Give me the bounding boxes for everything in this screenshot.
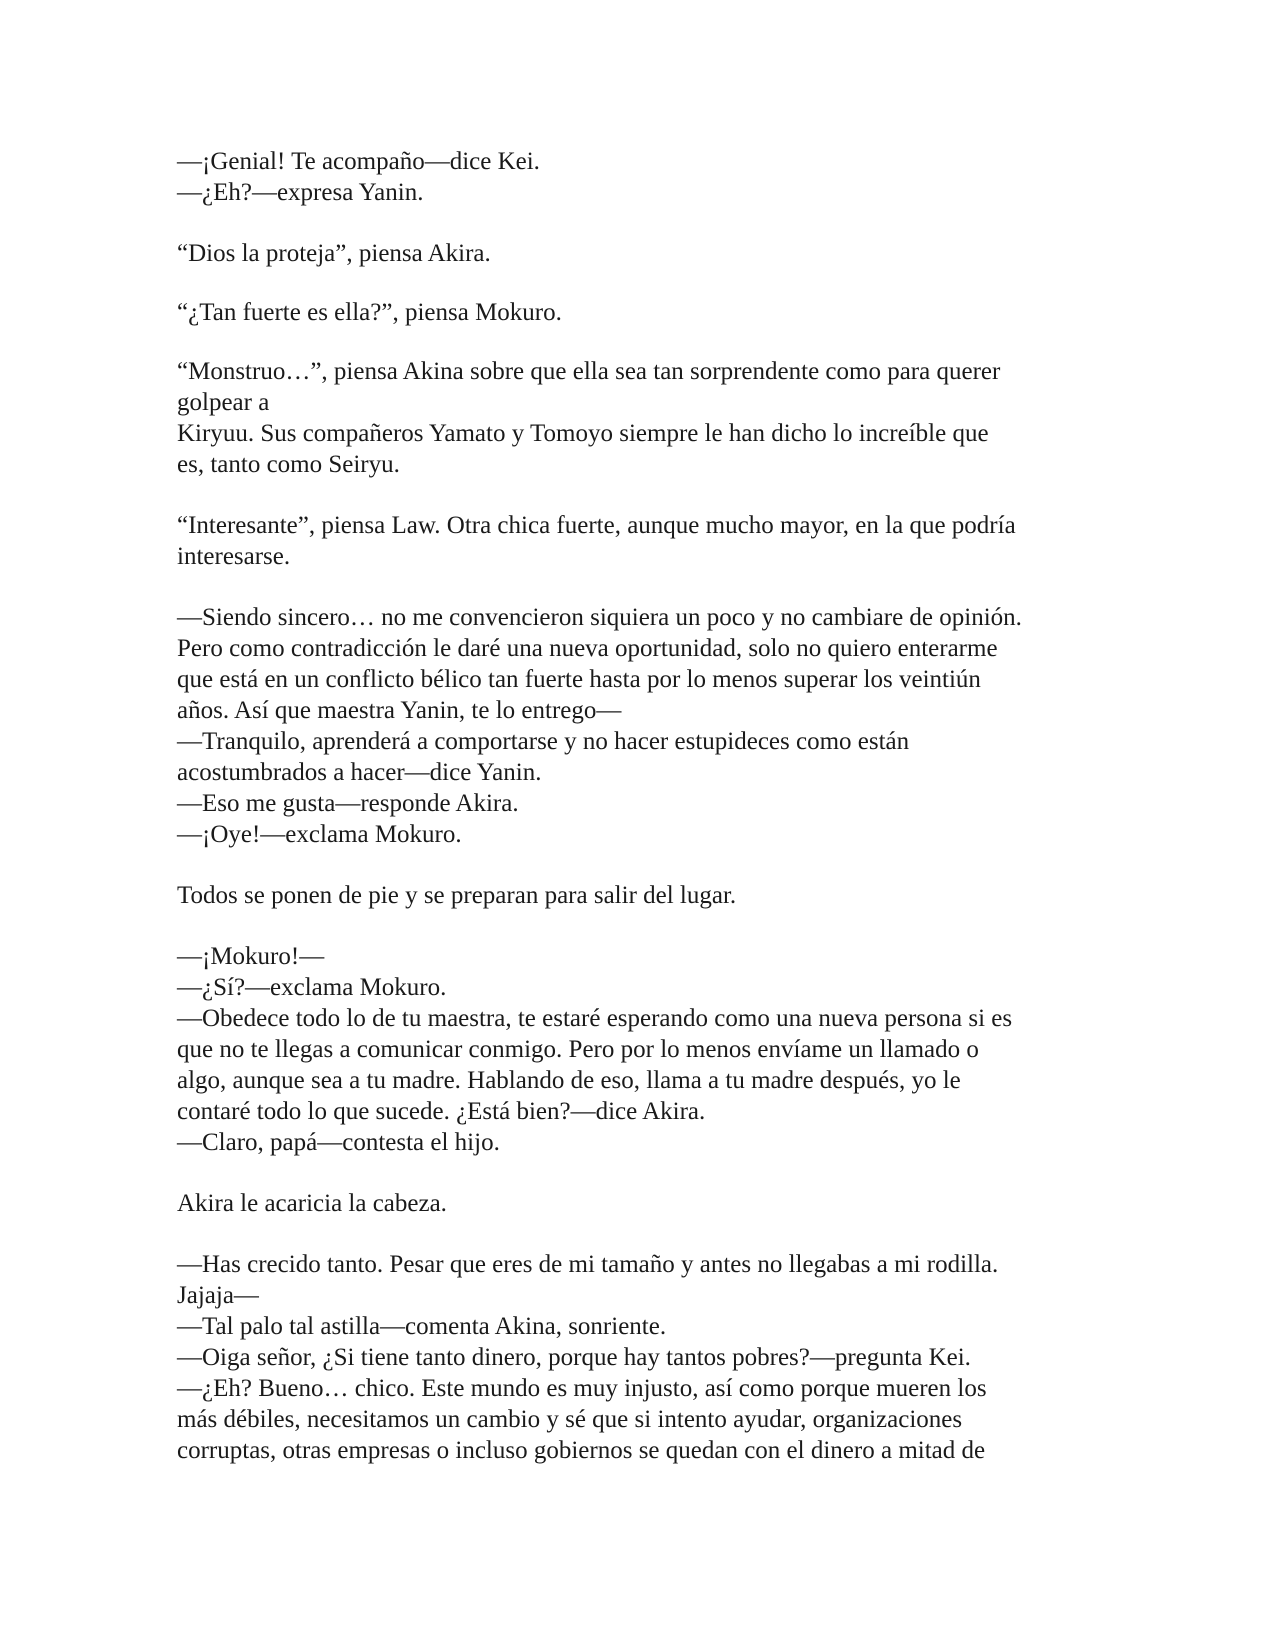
text-line: “Interesante”, piensa Law. Otra chica fuerte, aunque mucho mayor, en la que podría: [177, 512, 1016, 539]
text-line: corruptas, otras empresas o incluso gobiernos se quedan con el dinero a mitad de: [177, 1437, 986, 1464]
text-line: —Oiga señor, ¿Si tiene tanto dinero, porque hay tantos pobres?—pregunta Kei.: [177, 1344, 971, 1371]
text-line: es, tanto como Seiryu.: [177, 451, 400, 478]
text-line: años. Así que maestra Yanin, te lo entrego—: [177, 697, 622, 724]
text-line: acostumbrados a hacer—dice Yanin.: [177, 759, 542, 786]
text-line: Todos se ponen de pie y se preparan para salir del lugar.: [177, 882, 737, 909]
text-line: más débiles, necesitamos un cambio y sé que si intento ayudar, organizaciones: [177, 1406, 963, 1433]
text-line: —¿Eh?—expresa Yanin.: [177, 179, 424, 206]
text-line: interesarse.: [177, 543, 291, 570]
text-line: —¡Genial! Te acompaño—dice Kei.: [177, 148, 540, 175]
text-line: —Eso me gusta—responde Akira.: [177, 790, 519, 817]
text-line: —¿Sí?—exclama Mokuro.: [177, 974, 447, 1001]
text-line: —Siendo sincero… no me convencieron siquiera un poco y no cambiare de opinión.: [177, 604, 1022, 631]
text-line: —Obedece todo lo de tu maestra, te estaré esperando como una nueva persona si es: [177, 1005, 1013, 1032]
text-line: —Tal palo tal astilla—comenta Akina, sonriente.: [177, 1313, 667, 1340]
text-line: algo, aunque sea a tu madre. Hablando de eso, llama a tu madre después, yo le: [177, 1067, 961, 1094]
text-line: “Monstruo…”, piensa Akina sobre que ella sea tan sorprendente como para querer: [177, 358, 1001, 385]
text-line: contaré todo lo que sucede. ¿Está bien?—dice Akira.: [177, 1098, 706, 1125]
text-line: —Tranquilo, aprenderá a comportarse y no hacer estupideces como están: [177, 728, 910, 755]
text-line: Akira le acaricia la cabeza.: [177, 1190, 447, 1217]
text-line: “Dios la proteja”, piensa Akira.: [177, 240, 491, 267]
text-line: golpear a: [177, 389, 270, 416]
text-line: Pero como contradicción le daré una nueva oportunidad, solo no quiero enterarme: [177, 635, 998, 662]
text-line: que no te llegas a comunicar conmigo. Pero por lo menos envíame un llamado o: [177, 1036, 979, 1063]
text-line: —¡Mokuro!—: [177, 943, 325, 970]
text-line: —¡Oye!—exclama Mokuro.: [177, 821, 462, 848]
text-line: —¿Eh? Bueno… chico. Este mundo es muy injusto, así como porque mueren los: [177, 1375, 987, 1402]
text-line: Kiryuu. Sus compañeros Yamato y Tomoyo siempre le han dicho lo increíble que: [177, 420, 989, 447]
text-line: “¿Tan fuerte es ella?”, piensa Mokuro.: [177, 299, 562, 326]
document-text: [177, 146, 1117, 1466]
text-line: que está en un conflicto bélico tan fuerte hasta por lo menos superar los veintiún: [177, 666, 981, 693]
text-line: —Has crecido tanto. Pesar que eres de mi tamaño y antes no llegabas a mi rodilla.: [177, 1251, 999, 1278]
text-line: —Claro, papá—contesta el hijo.: [177, 1129, 500, 1156]
text-line: Jajaja—: [177, 1282, 259, 1309]
